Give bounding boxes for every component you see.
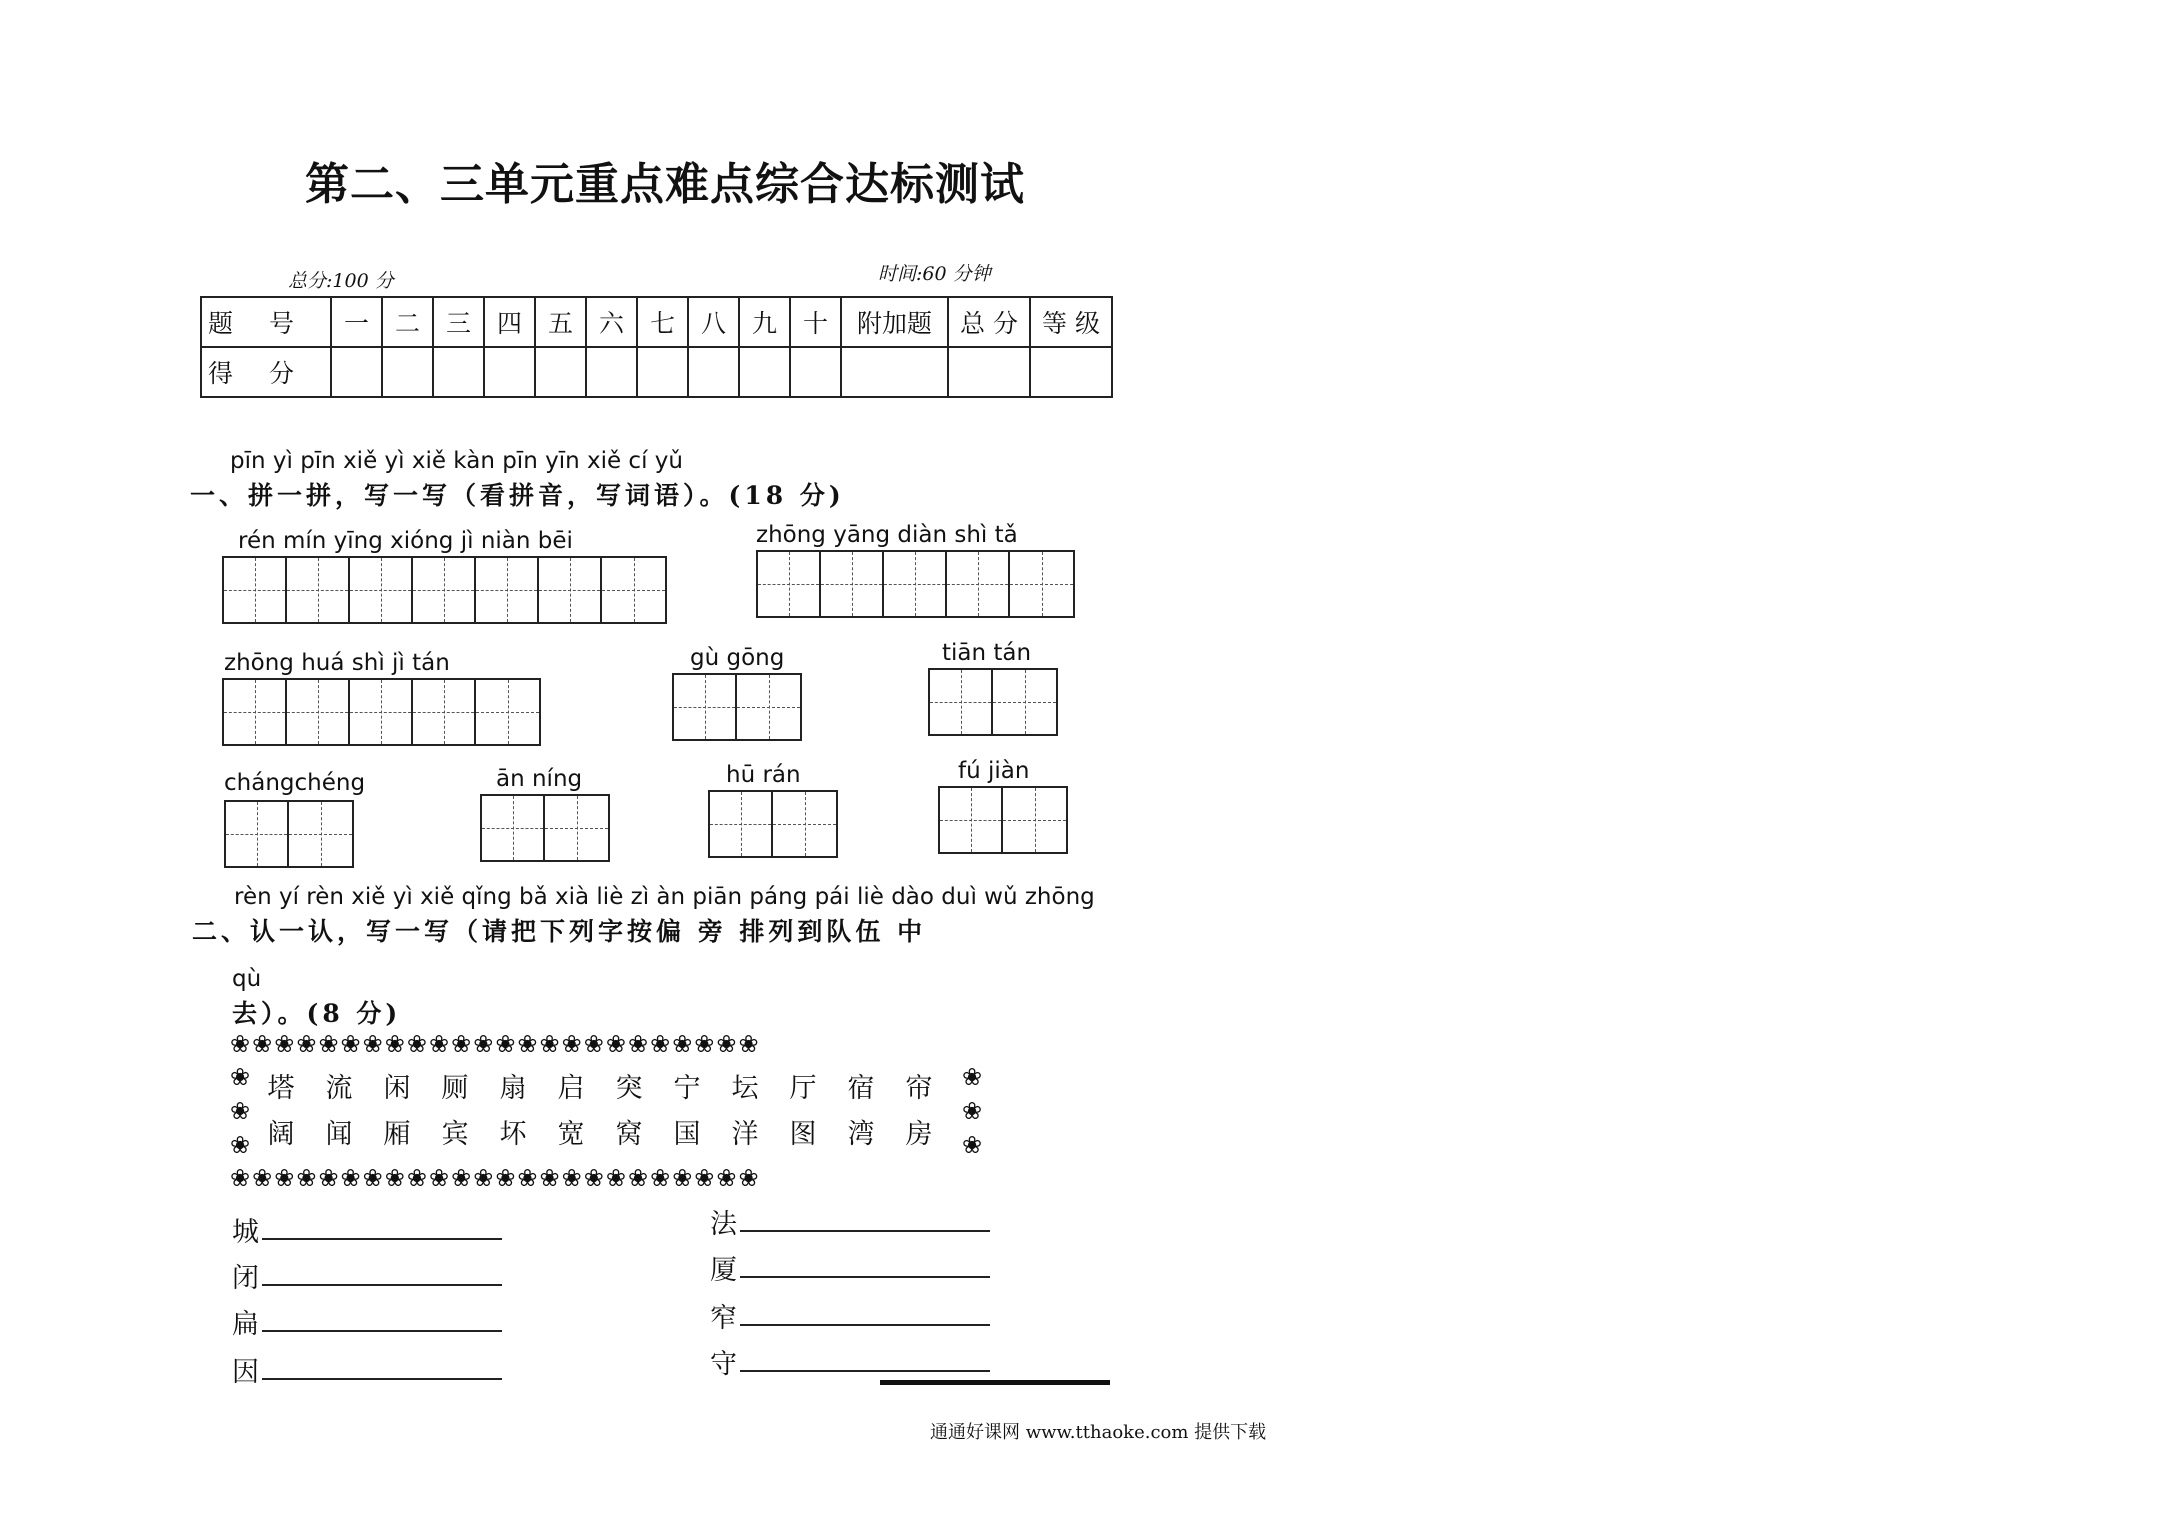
flower-icon: ❀ xyxy=(473,1164,496,1192)
blank-label: 扁 xyxy=(232,1309,259,1340)
grid-cell[interactable] xyxy=(350,558,413,622)
flower-icon: ❀ xyxy=(230,1131,253,1159)
score-cell[interactable] xyxy=(688,347,739,397)
flower-icon: ❀ xyxy=(384,1030,407,1058)
score-cell[interactable] xyxy=(331,347,382,397)
char: 国 xyxy=(673,1119,701,1150)
flower-icon: ❀ xyxy=(738,1030,761,1058)
char: 扇 xyxy=(499,1073,527,1104)
answer-line xyxy=(740,1230,990,1232)
word-pinyin: fú jiàn xyxy=(958,758,1030,784)
flower-icon: ❀ xyxy=(694,1030,717,1058)
grid-cell[interactable] xyxy=(758,552,821,616)
blank-label: 窄 xyxy=(710,1303,737,1334)
blank-label: 闭 xyxy=(232,1263,259,1294)
score-cell[interactable] xyxy=(948,347,1030,397)
grid-cell[interactable] xyxy=(476,680,539,744)
flower-border-right xyxy=(962,1060,984,1162)
answer-line xyxy=(262,1238,502,1240)
flower-icon: ❀ xyxy=(738,1164,761,1192)
divider-rule xyxy=(880,1380,1110,1385)
score-row-label: 得 分 xyxy=(201,347,331,397)
flower-icon: ❀ xyxy=(451,1164,474,1192)
word-pinyin: zhōng yāng diàn shì tǎ xyxy=(756,522,1018,548)
flower-icon: ❀ xyxy=(384,1164,407,1192)
word-pinyin: ān níng xyxy=(496,766,583,792)
grid-cell[interactable] xyxy=(737,675,800,739)
flower-icon: ❀ xyxy=(274,1164,297,1192)
grid-cell[interactable] xyxy=(287,680,350,744)
flower-icon: ❀ xyxy=(252,1164,275,1192)
char: 启 xyxy=(557,1073,585,1104)
flower-icon: ❀ xyxy=(230,1097,253,1125)
flower-icon: ❀ xyxy=(473,1030,496,1058)
score-cell[interactable] xyxy=(739,347,790,397)
score-col-grade: 等 级 xyxy=(1030,297,1112,347)
flower-icon: ❀ xyxy=(274,1030,297,1058)
char: 闻 xyxy=(325,1119,353,1150)
writing-grid[interactable] xyxy=(222,678,541,746)
char: 坏 xyxy=(499,1119,527,1150)
score-col: 六 xyxy=(586,297,637,347)
grid-cell[interactable] xyxy=(224,680,287,744)
grid-cell[interactable] xyxy=(1003,788,1066,852)
flower-icon: ❀ xyxy=(650,1164,673,1192)
score-col: 三 xyxy=(433,297,484,347)
grid-cell[interactable] xyxy=(545,796,608,860)
writing-grid[interactable] xyxy=(708,790,838,858)
blank-label: 守 xyxy=(710,1349,737,1380)
flower-icon: ❀ xyxy=(406,1164,429,1192)
flower-icon: ❀ xyxy=(672,1164,695,1192)
flower-icon: ❀ xyxy=(694,1164,717,1192)
flower-icon: ❀ xyxy=(583,1030,606,1058)
score-col: 五 xyxy=(535,297,586,347)
score-col: 一 xyxy=(331,297,382,347)
word-pinyin: gù gōng xyxy=(690,645,785,671)
flower-border-top xyxy=(230,1030,761,1058)
flower-icon: ❀ xyxy=(583,1164,606,1192)
flower-icon: ❀ xyxy=(539,1030,562,1058)
q2-heading-2: 去）。(8 分) xyxy=(232,999,402,1028)
writing-grid[interactable] xyxy=(224,800,354,868)
flower-icon: ❀ xyxy=(517,1164,540,1192)
flower-icon: ❀ xyxy=(428,1030,452,1058)
score-header-label: 题 号 xyxy=(201,297,331,347)
score-cell[interactable] xyxy=(586,347,637,397)
flower-icon: ❀ xyxy=(650,1030,673,1058)
q2-pinyin: rèn yí rèn xiě yì xiě qǐng bǎ xià liè zì àn piān páng pái liè dào duì wǔ zhōng xyxy=(234,884,1095,910)
char: 宁 xyxy=(673,1073,701,1104)
answer-line xyxy=(740,1276,990,1278)
char: 帘 xyxy=(905,1073,933,1104)
flower-icon: ❀ xyxy=(296,1030,319,1058)
writing-grid[interactable] xyxy=(756,550,1075,618)
grid-cell[interactable] xyxy=(884,552,947,616)
char: 洋 xyxy=(731,1119,759,1150)
grid-cell[interactable] xyxy=(287,558,350,622)
char: 闲 xyxy=(383,1073,411,1104)
grid-cell[interactable] xyxy=(476,558,539,622)
q2-pinyin-2: qù xyxy=(232,966,262,992)
flower-icon: ❀ xyxy=(517,1030,540,1058)
writing-grid[interactable] xyxy=(928,668,1058,736)
grid-cell[interactable] xyxy=(289,802,352,866)
grid-cell[interactable] xyxy=(773,792,836,856)
writing-grid[interactable] xyxy=(672,673,802,741)
page-title: 第二、三单元重点难点综合达标测试 xyxy=(305,159,1025,210)
answer-blank[interactable] xyxy=(710,1342,1010,1380)
flower-icon: ❀ xyxy=(561,1164,584,1192)
word-pinyin: chángchéng xyxy=(224,770,366,796)
q2-heading: 二、认一认，写一写（请把下列字按偏 旁 排列到队伍 中 xyxy=(192,917,927,946)
grid-cell[interactable] xyxy=(224,558,287,622)
flower-icon: ❀ xyxy=(627,1164,651,1192)
score-col: 九 xyxy=(739,297,790,347)
answer-line xyxy=(262,1378,502,1380)
grid-cell[interactable] xyxy=(930,670,993,734)
flower-icon: ❀ xyxy=(230,1063,253,1091)
flower-icon: ❀ xyxy=(672,1030,695,1058)
answer-blank[interactable] xyxy=(232,1256,532,1294)
flower-icon: ❀ xyxy=(539,1164,562,1192)
score-cell[interactable] xyxy=(484,347,535,397)
score-cell[interactable] xyxy=(433,347,484,397)
score-col: 七 xyxy=(637,297,688,347)
grid-cell[interactable] xyxy=(482,796,545,860)
score-col: 二 xyxy=(382,297,433,347)
q1-heading: 一、拼一拼，写一写（看拼音，写词语）。(18 分) xyxy=(190,481,845,510)
char: 宽 xyxy=(557,1119,585,1150)
flower-icon: ❀ xyxy=(962,1131,985,1159)
character-row xyxy=(252,1066,948,1105)
answer-blank[interactable] xyxy=(710,1202,1010,1240)
grid-cell[interactable] xyxy=(350,680,413,744)
flower-icon: ❀ xyxy=(230,1030,253,1058)
score-cell[interactable] xyxy=(790,347,841,397)
flower-icon: ❀ xyxy=(495,1030,518,1058)
flower-icon: ❀ xyxy=(362,1164,385,1192)
grid-cell[interactable] xyxy=(947,552,1010,616)
answer-line xyxy=(262,1330,502,1332)
grid-cell[interactable] xyxy=(226,802,289,866)
flower-icon: ❀ xyxy=(495,1164,518,1192)
char: 厕 xyxy=(441,1073,469,1104)
char: 坛 xyxy=(731,1073,759,1104)
flower-icon: ❀ xyxy=(318,1030,341,1058)
char: 塔 xyxy=(267,1073,295,1104)
blank-label: 厦 xyxy=(710,1255,737,1286)
blank-label: 法 xyxy=(710,1209,737,1240)
answer-line xyxy=(740,1370,990,1372)
word-pinyin: zhōng huá shì jì tán xyxy=(224,650,450,676)
flower-icon: ❀ xyxy=(716,1030,739,1058)
flower-icon: ❀ xyxy=(451,1030,474,1058)
flower-icon: ❀ xyxy=(340,1164,363,1192)
char: 突 xyxy=(615,1073,643,1104)
flower-icon: ❀ xyxy=(296,1164,319,1192)
score-table xyxy=(200,296,1113,398)
writing-grid[interactable] xyxy=(222,556,667,624)
flower-icon: ❀ xyxy=(362,1030,385,1058)
blank-label: 城 xyxy=(232,1217,259,1248)
score-col: 八 xyxy=(688,297,739,347)
char: 阔 xyxy=(267,1119,295,1150)
answer-blank[interactable] xyxy=(232,1350,532,1388)
grid-cell[interactable] xyxy=(710,792,773,856)
flower-icon: ❀ xyxy=(605,1164,628,1192)
word-pinyin: hū rán xyxy=(726,762,801,788)
score-col-total: 总 分 xyxy=(948,297,1030,347)
flower-icon: ❀ xyxy=(627,1030,651,1058)
character-box xyxy=(230,1030,990,1190)
footer-credit: 通通好课网 www.tthaoke.com 提供下载 xyxy=(930,1422,1267,1443)
char: 宾 xyxy=(441,1119,469,1150)
char: 宿 xyxy=(847,1073,875,1104)
flower-icon: ❀ xyxy=(428,1164,452,1192)
word-pinyin: tiān tán xyxy=(942,640,1032,666)
grid-cell[interactable] xyxy=(602,558,665,622)
score-cell[interactable] xyxy=(1030,347,1112,397)
total-score: 总分:100 分 xyxy=(288,270,394,292)
score-cell[interactable] xyxy=(637,347,688,397)
grid-cell[interactable] xyxy=(940,788,1003,852)
answer-blank[interactable] xyxy=(232,1302,532,1340)
flower-icon: ❀ xyxy=(561,1030,584,1058)
writing-grid[interactable] xyxy=(938,786,1068,854)
word-pinyin: rén mín yīng xióng jì niàn bēi xyxy=(238,528,573,554)
flower-icon: ❀ xyxy=(252,1030,275,1058)
score-col: 四 xyxy=(484,297,535,347)
writing-grid[interactable] xyxy=(480,794,610,862)
flower-border-bottom xyxy=(230,1164,761,1192)
q1-pinyin: pīn yì pīn xiě yì xiě kàn pīn yīn xiě cí yǔ xyxy=(230,448,683,474)
character-row xyxy=(252,1112,948,1151)
flower-border-left xyxy=(230,1060,252,1162)
char: 流 xyxy=(325,1073,353,1104)
flower-icon: ❀ xyxy=(340,1030,363,1058)
flower-icon: ❀ xyxy=(716,1164,739,1192)
flower-icon: ❀ xyxy=(962,1063,985,1091)
score-cell[interactable] xyxy=(841,347,948,397)
answer-line xyxy=(740,1324,990,1326)
score-cell[interactable] xyxy=(382,347,433,397)
answer-blank[interactable] xyxy=(710,1296,1010,1334)
answer-blank[interactable] xyxy=(232,1210,532,1248)
char: 图 xyxy=(789,1119,817,1150)
score-col: 十 xyxy=(790,297,841,347)
score-value-row xyxy=(201,347,1112,397)
score-cell[interactable] xyxy=(535,347,586,397)
char: 湾 xyxy=(847,1119,875,1150)
char: 窝 xyxy=(615,1119,643,1150)
blank-label: 因 xyxy=(232,1357,259,1388)
char: 厅 xyxy=(789,1073,817,1104)
grid-cell[interactable] xyxy=(539,558,602,622)
char: 厢 xyxy=(383,1119,411,1150)
flower-icon: ❀ xyxy=(605,1030,628,1058)
grid-cell[interactable] xyxy=(413,558,476,622)
grid-cell[interactable] xyxy=(993,670,1056,734)
grid-cell[interactable] xyxy=(821,552,884,616)
flower-icon: ❀ xyxy=(230,1164,253,1192)
grid-cell[interactable] xyxy=(1010,552,1073,616)
char: 房 xyxy=(905,1119,933,1150)
score-header-row xyxy=(201,297,1112,347)
grid-cell[interactable] xyxy=(674,675,737,739)
flower-icon: ❀ xyxy=(406,1030,429,1058)
time-limit: 时间:60 分钟 xyxy=(878,263,991,285)
answer-blank[interactable] xyxy=(710,1248,1010,1286)
grid-cell[interactable] xyxy=(413,680,476,744)
flower-icon: ❀ xyxy=(318,1164,341,1192)
score-col-bonus: 附加题 xyxy=(841,297,948,347)
answer-line xyxy=(262,1284,502,1286)
flower-icon: ❀ xyxy=(962,1097,985,1125)
